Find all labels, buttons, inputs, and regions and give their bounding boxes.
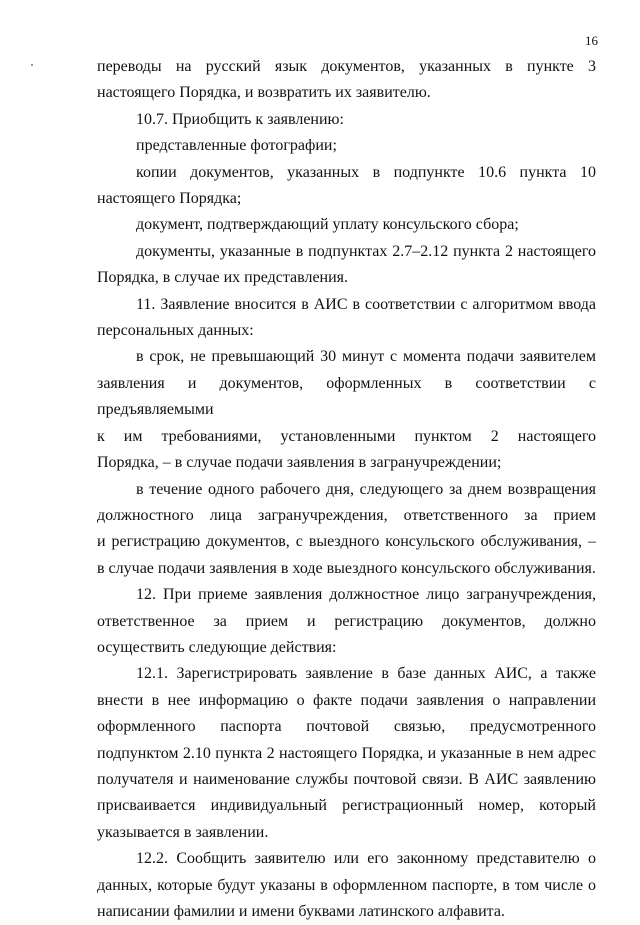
paragraph-line: в течение одного рабочего дня, следующего за днем возвращения — [136, 480, 596, 498]
paragraph-line: Порядка, – в случае подачи заявления в загранучреждении; — [97, 454, 502, 472]
paragraph: документ, подтверждающий уплату консульского сбора; — [136, 216, 519, 234]
paragraph-line: должностного лица загранучреждения, ответственного за прием — [97, 506, 596, 524]
paragraph: представленные фотографии; — [136, 137, 337, 155]
paragraph-line: к им требованиями, установленными пунктом 2 настоящего — [97, 427, 596, 445]
paragraph-line: в случае подачи заявления в ходе выездного консульского обслуживания. — [97, 559, 596, 577]
paragraph: 11. Заявление вносится в АИС в соответствии с алгоритмом ввода персональных данных: — [97, 295, 596, 340]
scan-speck — [31, 64, 33, 66]
paragraph: документы, указанные в подпунктах 2.7–2.12 пункта 2 настоящего Порядка, в случае их представления. — [97, 242, 596, 287]
paragraph: 12.2. Сообщить заявителю или его законному представителю о данных, которые будут указаны в оформленном паспорте, в том числе о написании фамилии и имени буквами латинского алфавита. — [97, 850, 596, 920]
paragraph: копии документов, указанных в подпункте 10.6 пункта 10 настоящего Порядка; — [97, 163, 596, 208]
paragraph: 12.1. Зарегистрировать заявление в базе данных АИС, а также внести в нее информацию о факте подачи заявления о направлении оформленного паспорта почтовой связью, предусмотренного подпунктом 2.10 пункта 2 настоящего Порядка, и указанные в нем адрес получателя и наименование службы почтовой связи. В АИС заявлению присваивается индивидуальный регистрационный номер, который указывается в заявлении. — [97, 665, 596, 841]
document-body — [97, 54, 596, 925]
paragraph-line: и регистрацию документов, с выездного консульского обслуживания, – — [97, 533, 596, 551]
paragraph-line: в срок, не превышающий 30 минут с момента подачи заявителем заявления и документов, оформленных в соответствии с предъявляемыми — [97, 348, 596, 419]
paragraph: 12. При приеме заявления должностное лицо загранучреждения, ответственное за прием и регистрацию документов, должно осуществить следующие действия: — [97, 586, 596, 656]
paragraph: переводы на русский язык документов, указанных в пункте 3 настоящего Порядка, и возвратить их заявителю. — [97, 58, 596, 102]
paragraph: 10.7. Приобщить к заявлению: — [136, 110, 344, 128]
page-number: 16 — [585, 33, 598, 48]
